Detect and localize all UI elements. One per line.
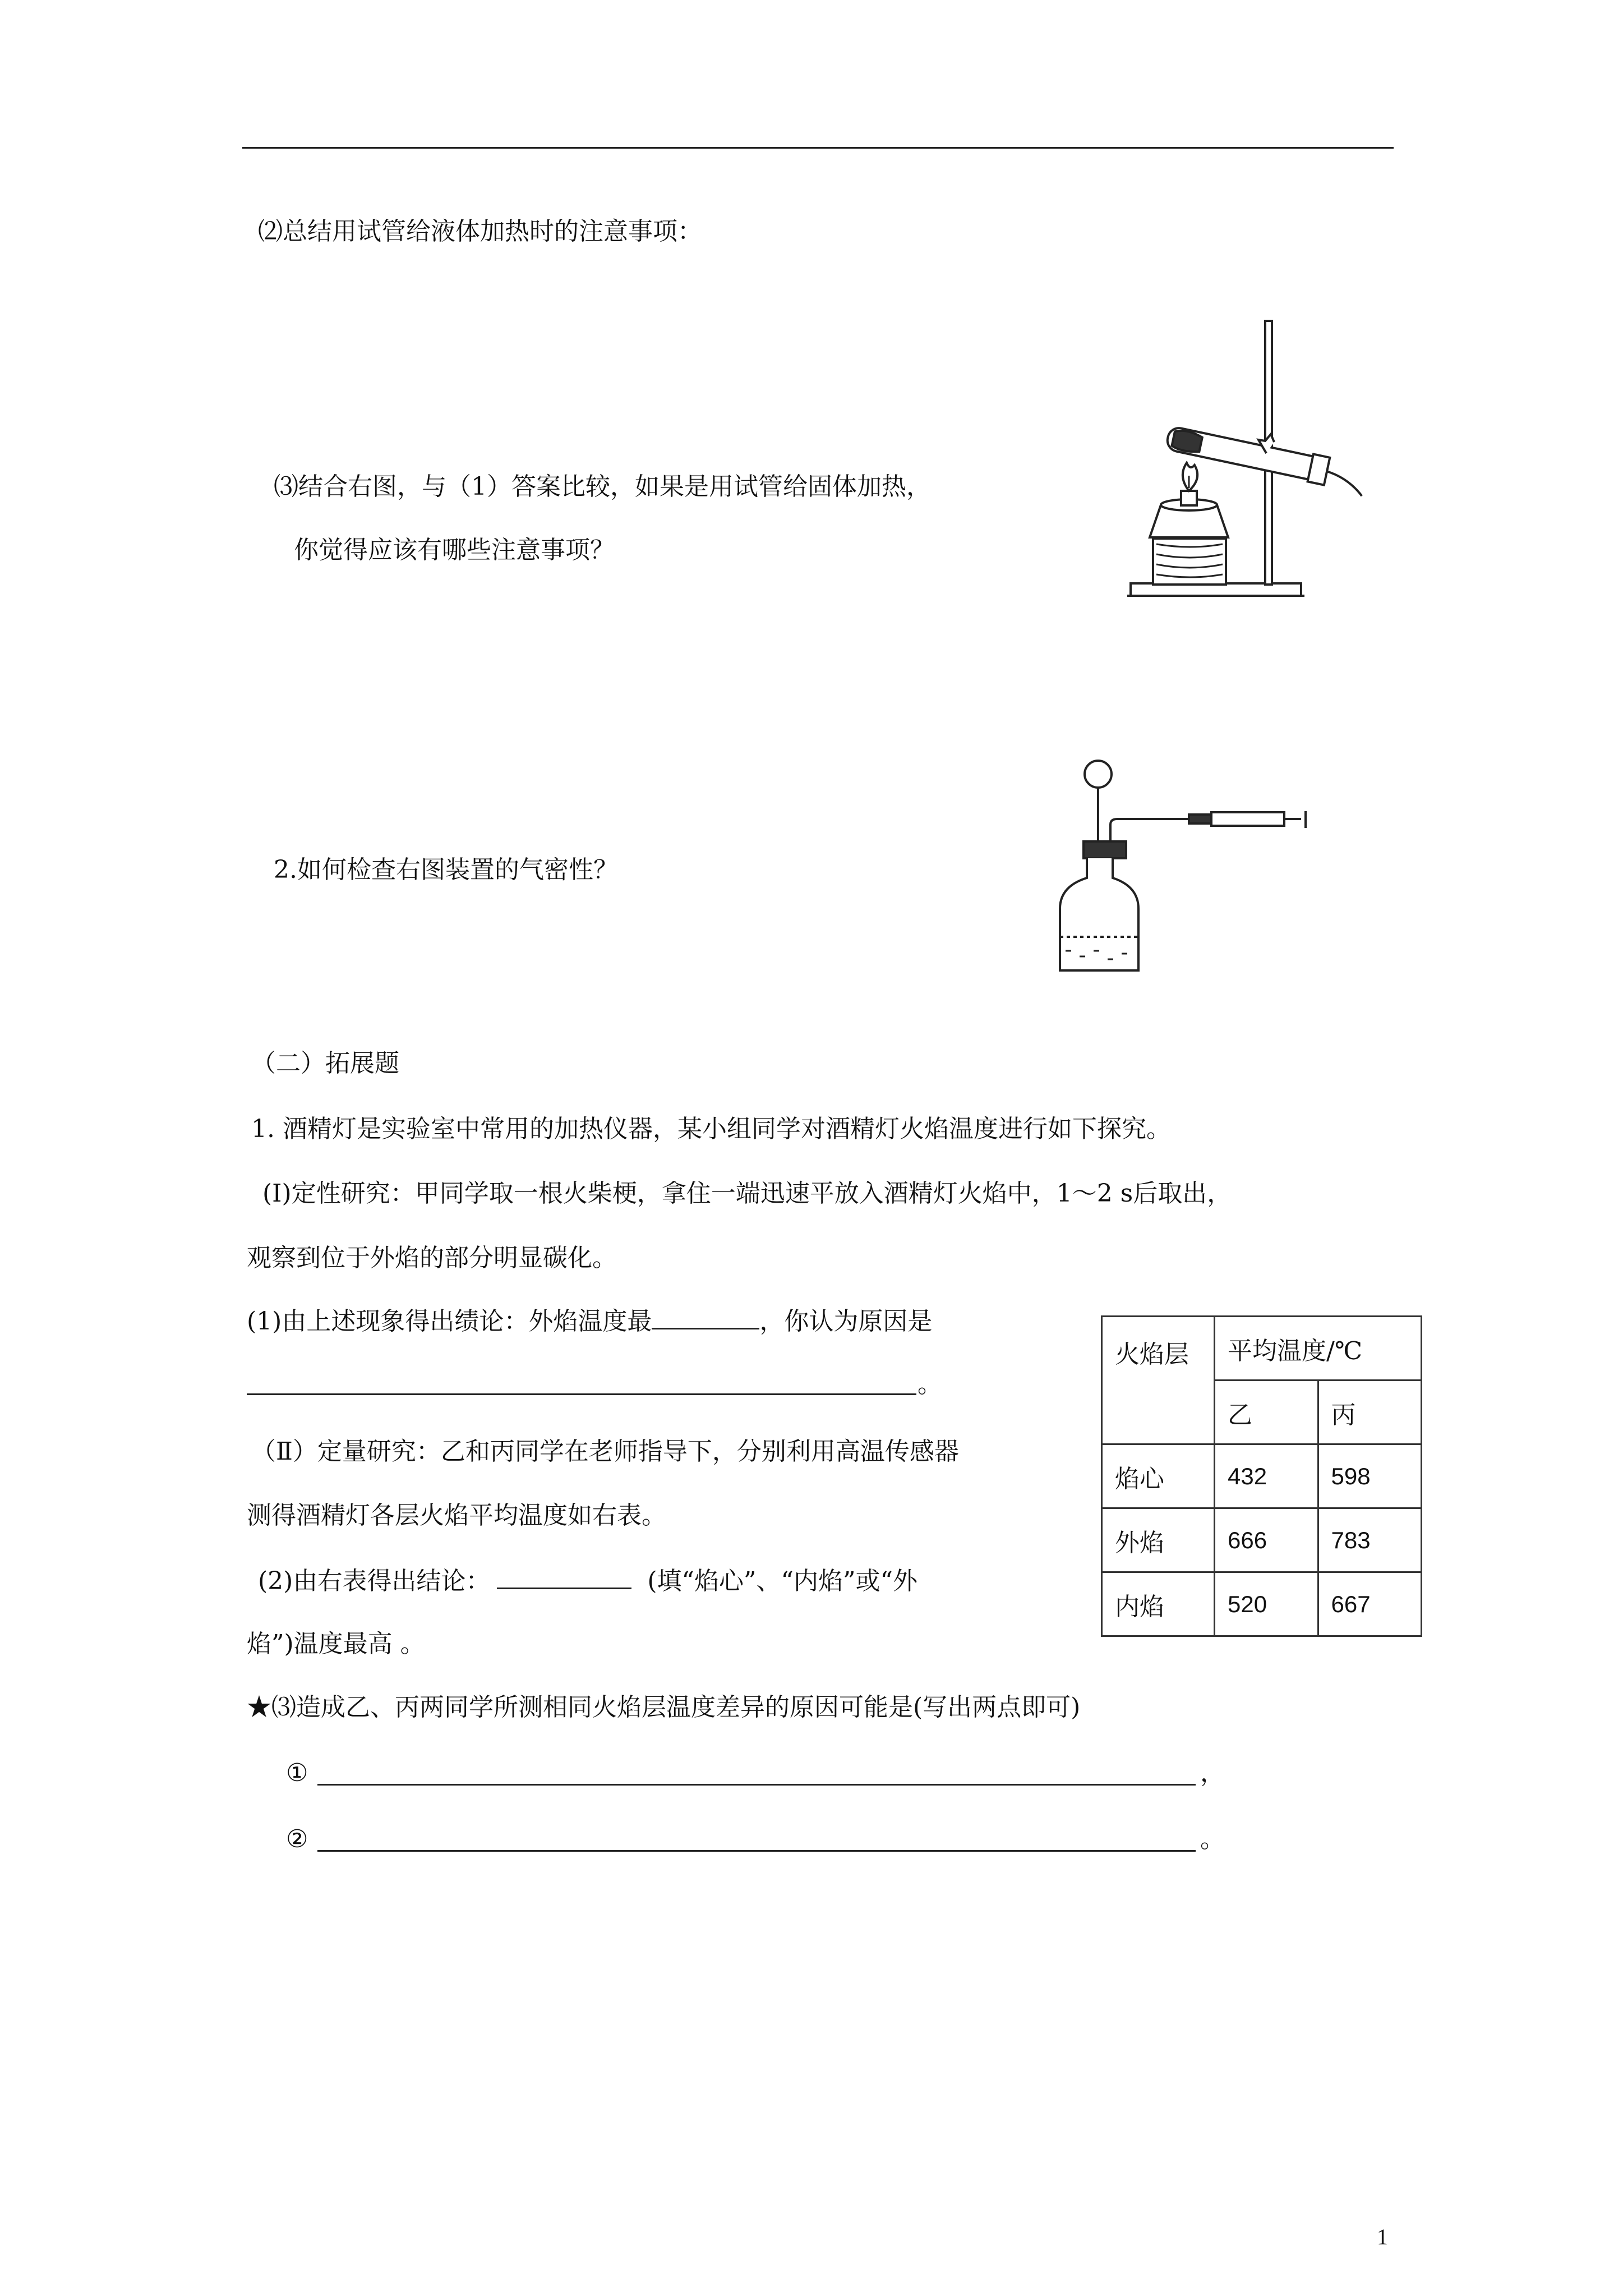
header-average-temperature: 平均温度/℃ <box>1215 1317 1422 1381</box>
answer-blank-outer-flame[interactable] <box>652 1305 759 1329</box>
row-value-yi: 666 <box>1215 1508 1318 1572</box>
row-layer-label: 内焰 <box>1102 1572 1215 1636</box>
row-value-yi: 520 <box>1215 1572 1318 1636</box>
row-layer-label: 焰心 <box>1102 1444 1215 1508</box>
flame-temperature-table <box>1101 1315 1422 1637</box>
question-2-3-line2: 你觉得应该有哪些注意事项？ <box>294 536 615 564</box>
star-question-3: ★⑶造成乙、丙两同学所测相同火焰层温度差异的原因可能是(写出两点即可) <box>247 1693 1081 1722</box>
test-tube-heating-figure <box>1127 320 1374 611</box>
row-value-bing: 598 <box>1318 1444 1422 1508</box>
extension-question-1: 1. 酒精灯是实验室中常用的加热仪器，某小组同学对酒精灯火焰温度进行如下探究。 <box>251 1115 1171 1143</box>
row-value-bing: 783 <box>1318 1508 1422 1572</box>
answer-line-reason[interactable] <box>247 1393 916 1395</box>
sub-question-1-end: 。 <box>917 1370 942 1398</box>
qualitative-study-line1: (Ⅰ)定性研究：甲同学取一根火柴梗，拿住一端迅速平放入酒精灯火焰中，1～2 s后取出， <box>262 1179 1232 1208</box>
answer-1-end: ， <box>1200 1759 1225 1787</box>
header-flame-layer: 火焰层 <box>1102 1317 1215 1444</box>
answer-line-1[interactable] <box>317 1784 1196 1786</box>
sub-question-1 <box>247 1305 932 1337</box>
answer-blank-hottest-layer[interactable] <box>497 1565 631 1589</box>
header-student-yi: 乙 <box>1215 1381 1318 1444</box>
row-value-yi: 432 <box>1215 1444 1318 1508</box>
qualitative-study-line2: 观察到位于外焰的部分明显碳化。 <box>247 1244 617 1272</box>
answer-line-2[interactable] <box>317 1850 1196 1852</box>
header-rule <box>242 147 1394 149</box>
sub-question-2-text-a: (2)由右表得出结论： <box>258 1567 491 1595</box>
section-extension-title: （二）拓展题 <box>251 1049 399 1078</box>
header-student-bing: 丙 <box>1318 1381 1422 1444</box>
quantitative-study-line1: （Ⅱ）定量研究：乙和丙同学在老师指导下，分别利用高温传感器 <box>251 1437 959 1466</box>
question-airtightness: 2.如何检查右图装置的气密性？ <box>274 855 618 884</box>
answer-2-end: 。 <box>1200 1825 1225 1853</box>
sub-question-1-text-a: (1)由上述现象得出绩论：外焰温度最 <box>247 1307 652 1336</box>
sub-question-2-text-b: (填“焰心”、“内焰”或“外 <box>647 1567 917 1595</box>
quantitative-study-line2: 测得酒精灯各层火焰平均温度如右表。 <box>247 1501 666 1530</box>
sub-question-2-line2: 焰”)温度最高 。 <box>247 1630 425 1658</box>
sub-question-1-text-b: ，你认为原因是 <box>759 1307 933 1336</box>
sub-question-2 <box>258 1565 917 1597</box>
table-row <box>1102 1508 1422 1572</box>
question-2-2: ⑵总结用试管给液体加热时的注意事项： <box>258 217 702 246</box>
row-layer-label: 外焰 <box>1102 1508 1215 1572</box>
airtightness-apparatus-figure <box>1054 757 1312 979</box>
answer-1-marker: ① <box>286 1759 308 1787</box>
answer-2-marker: ② <box>286 1825 308 1853</box>
page-number: 1 <box>1377 2224 1388 2249</box>
table-row <box>1102 1572 1422 1636</box>
question-2-3-line1: ⑶结合右图，与（1）答案比较，如果是用试管给固体加热， <box>274 472 931 501</box>
table-header-row <box>1102 1317 1422 1381</box>
row-value-bing: 667 <box>1318 1572 1422 1636</box>
table-row <box>1102 1444 1422 1508</box>
